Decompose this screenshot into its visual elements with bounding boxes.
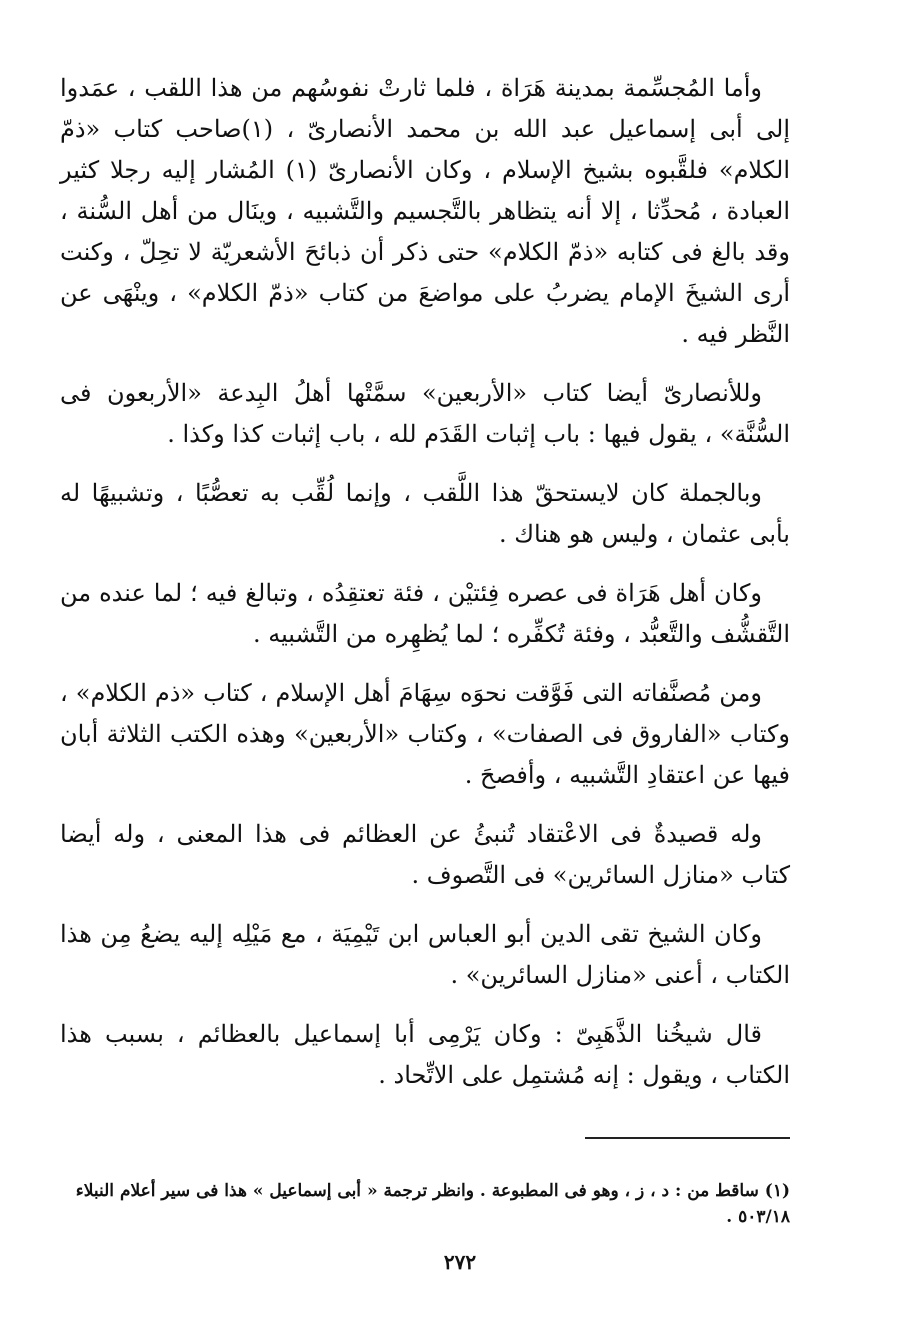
page-number: ٢٧٢ (443, 1250, 477, 1274)
paragraph-qasida: وله قصيدةٌ فى الاعْتقاد تُنبئُ عن العظائم فى هذا المعنى ، وله أيضا كتاب «منازل السائرين» فى التَّصوف . (60, 820, 790, 889)
paragraph-ibn-taymiyya: وكان الشيخ تقى الدين أبو العباس ابن تَيْمِيَة ، مع مَيْلِه إليه يضعُ مِن هذا الكتاب ، أعنى «منازل السائرين» . (60, 920, 790, 989)
paragraph-mujassima: وأما المُجسِّمة بمدينة هَرَاة ، فلما ثارتْ نفوسُهم من هذا اللقب ، عمَدوا إلى أبى إسماعيل عبد الله بن محمد الأنصارىّ ، (١)صاحب كتاب «ذمّ الكلام» فلقَّبوه بشيخ الإسلام ، وكان الأنصارىّ (١) المُشار إليه رجلا كثير العبادة ، مُحدِّثا ، إلا أنه يتظاهر بالتَّجسيم والتَّشبيه ، وينَال من أهل السُّنة ، وقد بالغ فى كتابه «ذمّ الكلام» حتى ذكر أن ذبائحَ الأشعريّة لا تحِلّ ، وكنت أرى الشيخَ الإمام يضربُ على مواضعَ من كتاب «ذمّ الكلام» ، وينْهَى عن النَّظر فيه . (60, 74, 790, 348)
paragraph-arbain: وللأنصارىّ أيضا كتاب «الأربعين» سمَّتْها أهلُ البِدعة «الأربعون فى السُّنَّة» ، يقول فيها : باب إثبات القَدَم لله ، باب إثبات كذا وكذا . (60, 379, 790, 448)
main-text (60, 68, 790, 1114)
paragraph-herat: وكان أهل هَرَاة فى عصره فِئتيْن ، فئة تعتقِدُه ، وتبالغ فيه ؛ لما عنده من التَّقشُّف والتَّعبُّد ، وفئة تُكفِّره ؛ لما يُظهِره من التَّشبيه . (60, 579, 790, 648)
footnote-divider (585, 1137, 790, 1139)
paragraph-musannafat: ومن مُصنَّفاته التى فَوَّقت نحوَه سِهَامَ أهل الإسلام ، كتاب «ذم الكلام» ، وكتاب «الفاروق فى الصفات» ، وكتاب «الأربعين» وهذه الكتب الثلاثة أبان فيها عن اعتقادِ التَّشبيه ، وأفصحَ . (60, 679, 790, 789)
footnote: (١) ساقط من : د ، ز ، وهو فى المطبوعة . وانظر ترجمة « أبى إسماعيل » هذا فى سير أعلام النبلاء ٥٠٣/١٨ . (75, 1181, 790, 1227)
paragraph-dhahabi: قال شيخُنا الذَّهَبِىّ : وكان يَرْمِى أبا إسماعيل بالعظائم ، بسبب هذا الكتاب ، ويقول : إنه مُشتمِل على الاتِّحاد . (60, 1020, 790, 1089)
paragraph-laqab: وبالجملة كان لايستحقّ هذا اللَّقب ، وإنما لُقِّب به تعصُّبًا ، وتشبيهًا له بأبى عثمان ، وليس هو هناك . (60, 479, 790, 548)
